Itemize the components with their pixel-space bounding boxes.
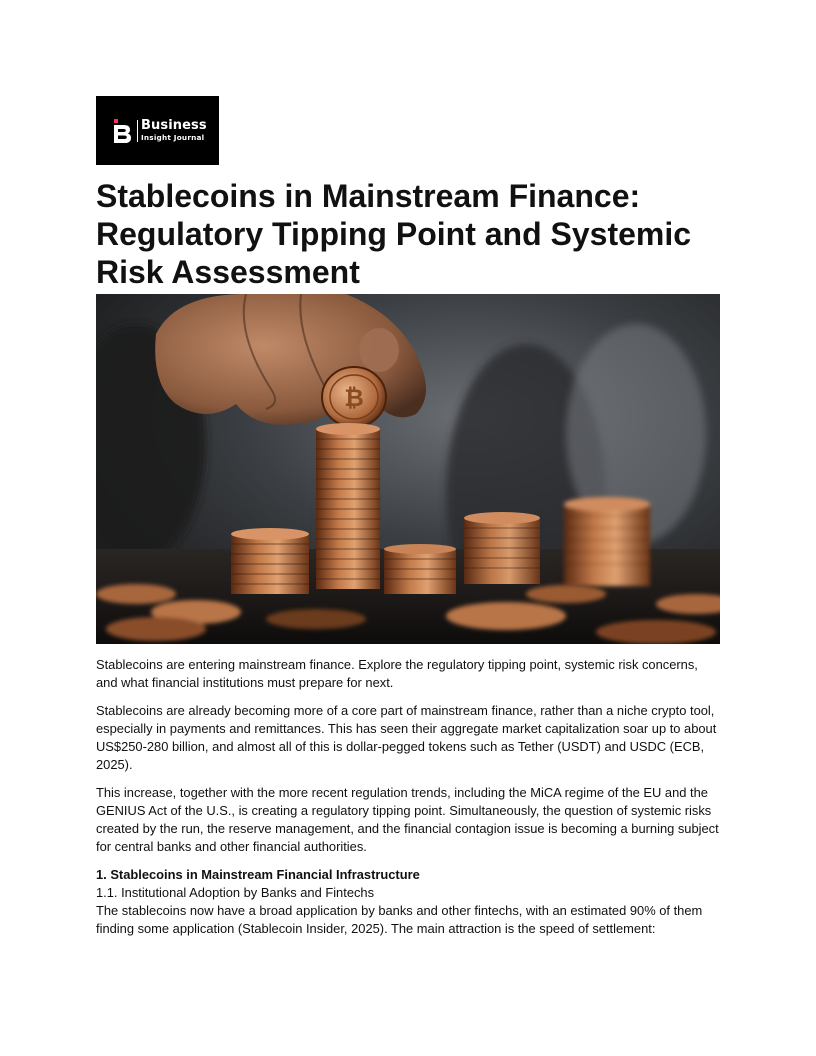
article-body [96,656,722,938]
coin-stacks-illustration [96,294,720,644]
intro-paragraph: Stablecoins are entering mainstream finance. Explore the regulatory tipping point, systemic risk concerns, and what financial institutions must prepare for next. [96,657,698,690]
logo-accent-square [114,119,118,123]
body-paragraph-1: Stablecoins are already becoming more of a core part of mainstream finance, rather than a niche crypto tool, especially in payments and remittances. This has seen their aggregate market capitalization soar up to about US$250-280 billion, and almost all of this is dollar-pegged tokens such as Tether (USDT) and USDC (ECB, 2025). [96,703,717,772]
brand-name: Business [141,118,207,133]
logo-divider [137,120,138,142]
brand-subtitle: Insight Journal [141,133,205,142]
coin-stack-right-2 [564,497,650,586]
brand-b-logo-icon [113,119,133,143]
coin-stack-tall [316,423,380,589]
section-heading: 1. Stablecoins in Mainstream Financial Infrastructure [96,867,420,882]
body-paragraph-2: This increase, together with the more recent regulation trends, including the MiCA regime of the EU and the GENIUS Act of the U.S., is creating a regulatory tipping point. Simultaneously, the question of systemic risks created by the run, the reserve management, and the financial contagion issue is becoming a burning subject for central banks and other financial authorities. [96,785,719,854]
section-paragraph: The stablecoins now have a broad application by banks and other fintechs, with an estimated 90% of them finding some application (Stablecoin Insider, 2025). The main attraction is the speed of settlement: [96,903,703,936]
bitcoin-coin-icon [322,367,386,427]
coin-stack-middle [384,544,456,594]
svg-text:₿: ₿ [344,384,364,412]
coin-stack-right-1 [464,512,540,584]
publication-logo[interactable] [96,96,219,165]
article-title: Stablecoins in Mainstream Finance: Regulatory Tipping Point and Systemic Risk Assessment [96,178,692,290]
hero-image [96,294,720,644]
coin-stack-left [231,528,309,594]
subsection-heading: 1.1. Institutional Adoption by Banks and Fintechs [96,885,375,900]
